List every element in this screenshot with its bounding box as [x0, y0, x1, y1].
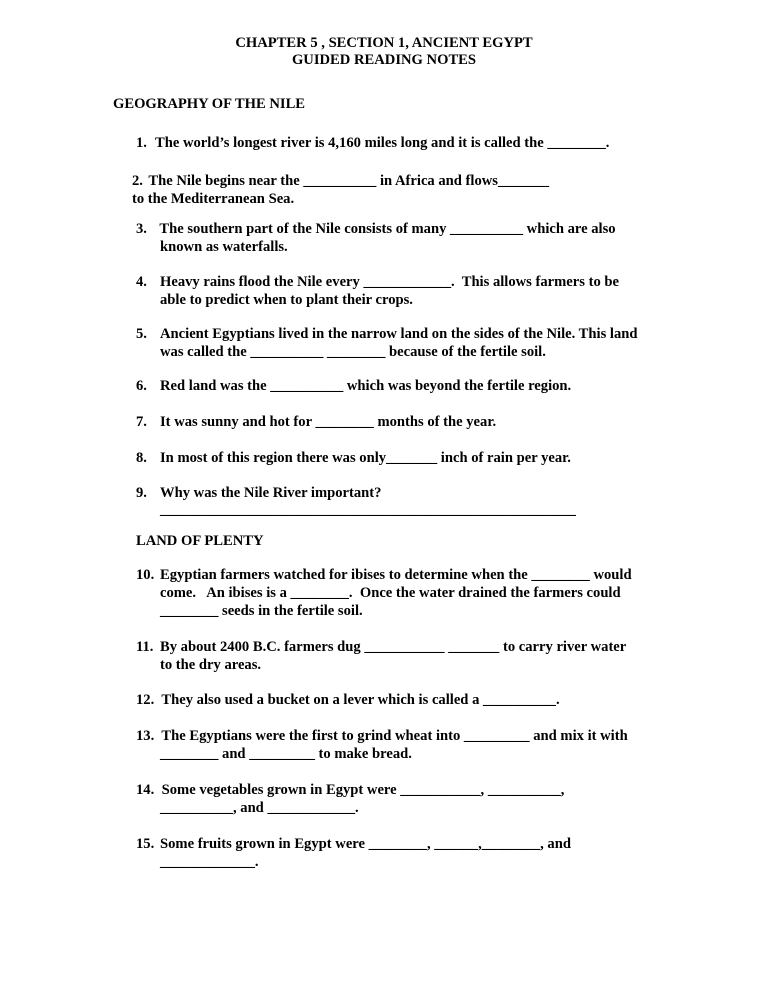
- question-8-number: 8.: [136, 450, 147, 466]
- question-13-number: 13.: [136, 728, 155, 744]
- question-14-number: 14.: [136, 782, 155, 798]
- question-3-text-cont: known as waterfalls.: [160, 239, 288, 255]
- question-14-text-cont: __________, and ____________.: [160, 800, 359, 816]
- question-4-text-cont: able to predict when to plant their crops.: [160, 292, 413, 308]
- question-13-text-cont: ________ and _________ to make bread.: [160, 746, 412, 762]
- question-8-text: In most of this region there was only_______ inch of rain per year.: [160, 450, 571, 466]
- question-5-text: Ancient Egyptians lived in the narrow land on the sides of the Nile. This land: [160, 326, 638, 342]
- question-6-number: 6.: [136, 378, 147, 394]
- question-11-text-cont: to the dry areas.: [160, 657, 262, 673]
- question-1-text: The world’s longest river is 4,160 miles long and it is called the ________.: [155, 135, 610, 151]
- question-5-text-cont: was called the __________ ________ because of the fertile soil.: [160, 344, 546, 360]
- question-9-text: Why was the Nile River important?: [160, 485, 382, 501]
- section-heading-geography: GEOGRAPHY OF THE NILE: [113, 96, 306, 112]
- question-11-number: 11.: [136, 639, 154, 655]
- title-line-2: GUIDED READING NOTES: [291, 52, 477, 68]
- question-13-text: The Egyptians were the first to grind wheat into _________ and mix it with: [158, 728, 628, 744]
- question-10-text-cont: come. An ibises is a ________. Once the water drained the farmers could: [160, 585, 621, 601]
- question-15-text-cont: _____________.: [160, 854, 259, 870]
- question-15-number: 15.: [136, 836, 155, 852]
- question-6-text: Red land was the __________ which was beyond the fertile region.: [160, 378, 572, 394]
- question-4-number: 4.: [136, 274, 147, 290]
- question-7-text: It was sunny and hot for ________ months of the year.: [160, 414, 497, 430]
- question-5-number: 5.: [136, 326, 147, 342]
- question-12-number: 12.: [136, 692, 155, 708]
- question-2-text-cont: to the Mediterranean Sea.: [132, 191, 295, 207]
- question-12-text: They also used a bucket on a lever which is called a __________.: [158, 692, 560, 708]
- question-10-text: Egyptian farmers watched for ibises to determine when the ________ would: [160, 567, 632, 583]
- question-9-number: 9.: [136, 485, 147, 501]
- question-1-number: 1.: [136, 135, 147, 151]
- question-10-number: 10.: [136, 567, 155, 583]
- question-2-text: The Nile begins near the __________ in Africa and flows_______: [145, 173, 550, 189]
- question-2-number: 2.: [132, 173, 143, 189]
- question-3-number: 3.: [136, 221, 147, 237]
- question-9-answer-line: _________________________________________________________: [160, 502, 576, 518]
- question-14-text: Some vegetables grown in Egypt were ___________, __________,: [158, 782, 565, 798]
- question-15-text: Some fruits grown in Egypt were ________, ______,________, and: [160, 836, 571, 852]
- question-4-text: Heavy rains flood the Nile every ____________. This allows farmers to be: [160, 274, 619, 290]
- question-7-number: 7.: [136, 414, 147, 430]
- title-line-1: CHAPTER 5 , SECTION 1, ANCIENT EGYPT: [235, 35, 533, 51]
- question-3-text: The southern part of the Nile consists of many __________ which are also: [156, 221, 616, 237]
- question-11-text: By about 2400 B.C. farmers dug ___________ _______ to carry river water: [160, 639, 627, 655]
- question-10-text-cont-2: ________ seeds in the fertile soil.: [160, 603, 363, 619]
- section-heading-land-of-plenty: LAND OF PLENTY: [136, 533, 264, 549]
